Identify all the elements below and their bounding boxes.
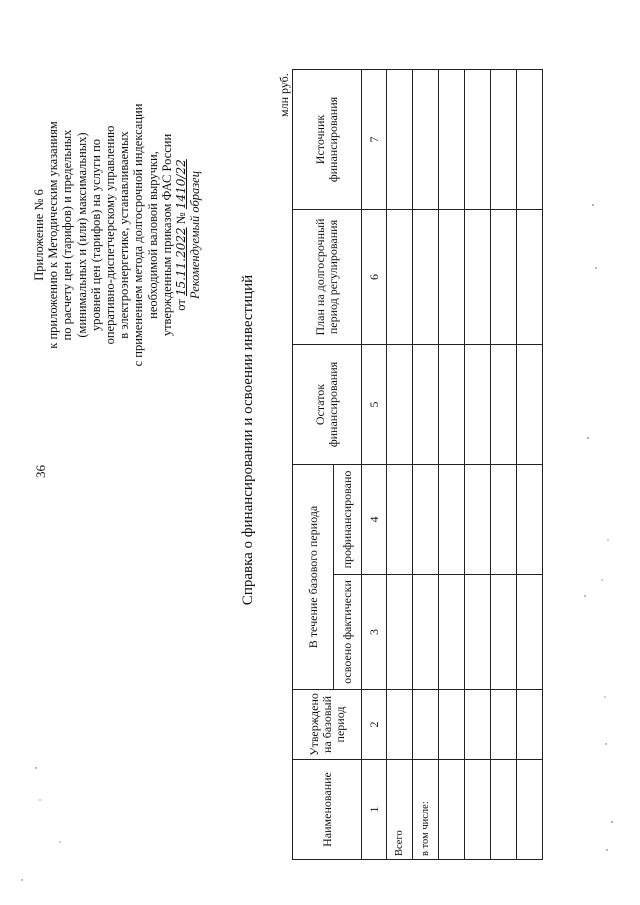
heading-line: необходимой валовой выручки,	[145, 151, 160, 319]
table-cell	[413, 575, 439, 690]
row-label	[491, 760, 517, 860]
table-cell	[413, 70, 439, 210]
order-prefix: от	[174, 299, 189, 311]
table-cell	[439, 345, 465, 465]
heading-line: в электроэнергетике, устанавливаемых	[117, 131, 132, 339]
investment-table	[292, 69, 543, 860]
order-number-handwritten: 1410/22	[174, 159, 189, 210]
table-cell	[465, 465, 491, 575]
page-number: 36	[33, 465, 48, 478]
row-label: в том числе:	[413, 760, 439, 860]
heading-line: по расчету цен (тарифов) и предельных	[60, 129, 75, 341]
table-cell	[413, 345, 439, 465]
table-cell	[465, 345, 491, 465]
table-cell	[413, 210, 439, 345]
header-financed: профинансировано	[334, 465, 362, 575]
table-cell	[387, 70, 413, 210]
table-cell	[413, 465, 439, 575]
table-cell	[387, 345, 413, 465]
table-cell	[517, 465, 543, 575]
table-cell	[387, 575, 413, 690]
table-cell	[387, 465, 413, 575]
heading-line: к приложению к Методическим указаниям	[46, 121, 61, 349]
heading-line: (минимальных и (или) максимальных)	[74, 132, 89, 338]
header-mastered: освоено фактически	[334, 575, 362, 690]
order-number-prefix: №	[174, 212, 189, 225]
header-source: Источник финансирования	[293, 70, 362, 210]
table-cell	[465, 210, 491, 345]
table-cell	[465, 690, 491, 760]
header-name: Наименование	[293, 760, 362, 860]
row-label	[517, 760, 543, 860]
column-number: 2	[362, 690, 387, 760]
table-cell	[491, 345, 517, 465]
table-cell	[517, 345, 543, 465]
table-row	[387, 70, 413, 860]
heading-line: с применением метода долгосрочной индексации	[131, 103, 146, 367]
table-row	[465, 70, 491, 860]
order-date-handwritten: 15.11.2022	[174, 227, 189, 297]
order-reference	[174, 70, 188, 400]
header-plan: План на долгосрочный период регулирования	[293, 210, 362, 345]
table-cell	[387, 210, 413, 345]
column-number: 7	[362, 70, 387, 210]
sample-note: Рекомендуемый образец	[188, 171, 203, 299]
header-during-base: В течение базового периода	[293, 465, 334, 690]
table-cell	[439, 575, 465, 690]
heading-line: уровней цен (тарифов) на услуги по	[88, 138, 103, 332]
table-cell	[491, 575, 517, 690]
table-cell	[517, 575, 543, 690]
table-cell	[491, 690, 517, 760]
row-label: Всего	[387, 760, 413, 860]
table-row	[517, 70, 543, 860]
column-number: 1	[362, 760, 387, 860]
appendix-heading	[32, 70, 202, 400]
row-label	[439, 760, 465, 860]
table-cell	[387, 690, 413, 760]
table-cell	[517, 70, 543, 210]
heading-line: утвержденным приказом ФАС России	[159, 133, 174, 337]
column-number: 5	[362, 345, 387, 465]
units-label: млн руб.	[277, 73, 291, 117]
heading-line: оперативно-диспетчерскому управлению	[103, 125, 118, 345]
table-cell	[439, 70, 465, 210]
column-number: 4	[362, 465, 387, 575]
column-number-row	[362, 70, 387, 860]
column-number: 3	[362, 575, 387, 690]
table-cell	[491, 465, 517, 575]
table-cell	[465, 70, 491, 210]
table-cell	[413, 690, 439, 760]
table-cell	[439, 690, 465, 760]
table-cell	[439, 465, 465, 575]
heading-line: Приложение № 6	[32, 189, 46, 281]
table-cell	[517, 210, 543, 345]
column-number: 6	[362, 210, 387, 345]
table-cell	[439, 210, 465, 345]
table-row	[491, 70, 517, 860]
table-cell	[491, 70, 517, 210]
header-approved: Утверждено на базовый период	[293, 690, 362, 760]
row-label	[465, 760, 491, 860]
table-row	[439, 70, 465, 860]
document-title: Справка о финансировании и освоении инвестиций	[240, 274, 256, 606]
table-row	[413, 70, 439, 860]
table-cell	[491, 210, 517, 345]
table-cell	[517, 690, 543, 760]
table-cell	[465, 575, 491, 690]
header-remaining: Остаток финансирования	[293, 345, 362, 465]
